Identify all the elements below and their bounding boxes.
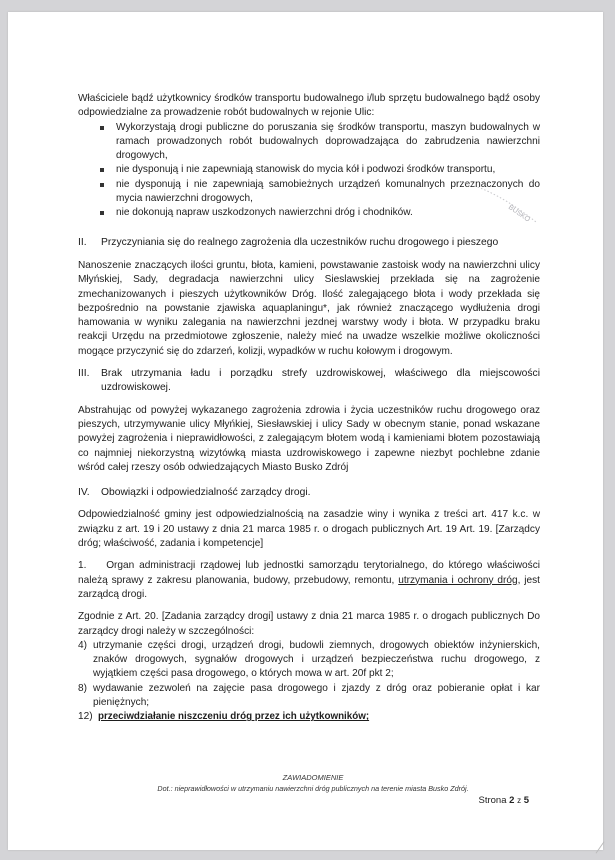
page-number	[478, 795, 529, 806]
section-number: IV.	[78, 487, 90, 499]
footer-subject: Dot.: nieprawidłowości w utrzymaniu nawierzchni dróg publicznych na terenie miasta Busko Zdrój.	[157, 784, 469, 793]
page-label: Strona	[478, 795, 507, 806]
page-of: z	[517, 796, 522, 805]
page-footer	[78, 772, 548, 794]
document-page	[8, 12, 603, 850]
bullet-item: nie dysponują i nie zapewniają samobieżnych urządzeń komunalnych przeznaczonych do mycia nawierzchni drogowych,	[100, 178, 540, 207]
intro-bullet-list	[78, 121, 540, 221]
duty-text: wydawanie zezwoleń na zajęcie pasa drogowego i zjazdy z dróg oraz pobieranie opłat i kar pieniężnych;	[93, 682, 540, 708]
item-text-end: , jest zarządcą drogi.	[78, 574, 540, 600]
section-heading-4	[78, 486, 540, 500]
item-number: 1.	[78, 560, 87, 572]
section-number: III.	[78, 368, 90, 380]
duty-item	[78, 639, 540, 682]
section-title: Brak utrzymania ładu i porządku strefy uzdrowiskowej, właściwego dla miejscowości uzdrowiskowej.	[101, 368, 540, 394]
duties-list	[78, 639, 540, 725]
section-title: Przyczyniania się do realnego zagrożenia dla uczestników ruchu drogowego i pieszego	[101, 236, 499, 248]
section-heading-3	[78, 367, 540, 396]
duty-number: 8)	[78, 682, 87, 694]
page-current: 2	[509, 795, 515, 806]
item-text: Organ administracji rządowej lub jednostki samorządu terytorialnego, do którego właściwości należą sprawy z zakresu planowania, budowy, przebudowy, remontu,	[78, 560, 540, 586]
duty-text: przeciwdziałanie niszczeniu dróg przez ich użytkowników;	[98, 711, 370, 723]
bullet-item: nie dokonują napraw uszkodzonych nawierzchni dróg i chodników.	[100, 206, 540, 220]
duty-number: 12)	[78, 711, 93, 723]
duty-text: utrzymanie części drogi, urządzeń drogi, budowli ziemnych, drogowych obiektów inżynierskich, znaków drogowych, sygnałów drogowych i urządzeń bezpieczeństwa ruchu drogowego, z wyjątkiem części pasa drogowego, o których mowa w art. 20f pkt 2;	[93, 639, 540, 680]
page-total: 5	[523, 795, 529, 806]
duty-item	[78, 682, 540, 711]
section-number: II.	[78, 236, 87, 248]
section-3-body: Abstrahując od powyżej wykazanego zagrożenia zdrowia i życia uczestników ruchu drogowego oraz pieszych, utrzymywanie ulicy Młyńkiej, Siesławskiej i ulicy Sady w obecnym stanie, ponad wskazane powyżej zagrożenia i nieprawidłowości, z zalegającym błotem wodą i kamieniami błotem pozostawiają co najmniej niekorzystną wizytówką miasta uzdrowiskowego i zapewne niezbyt pochlebne zdanie wśród całej rzeszy osób odwiedzających Miasto Busko Zdrój	[78, 404, 540, 473]
footer-title: ZAWIADOMIENIE	[282, 773, 344, 782]
item-text-underlined: utrzymania i ochrony dróg	[398, 574, 518, 586]
bullet-item: nie dysponują i nie zapewniają stanowisk do mycia kół i podwozi środków transportu,	[100, 163, 540, 177]
bullet-item: Wykorzystają drogi publiczne do poruszania się środków transportu, maszyn budowalnych w ramach prowadzonych robót budowalnych doprowadzająca do zabrudzenia nawierzchni drogowych,	[100, 121, 540, 164]
section-4-body: Odpowiedzialność gminy jest odpowiedzialnością na zasadzie winy i wynika z treści art. 417 k.c. w związku z art. 19 i 20 ustawy z dnia 21 marca 1985 r. o drogach publicznych Art. 19 Art. 19. [Zarządcy dróg; właściwość, zadania i kompetencje]	[78, 509, 540, 550]
article-19-item-1	[78, 559, 540, 602]
section-title: Obowiązki i odpowiedzialność zarządcy drogi.	[101, 487, 311, 499]
duty-item	[78, 710, 540, 724]
duty-number: 4)	[78, 639, 87, 651]
intro-paragraph: Właściciele bądź użytkownicy środków transportu budowalnego i/lub sprzętu budowalnego bądź osoby odpowiedzialne za prowadzenie robót budowalnych w rejonie Ulic:	[78, 93, 540, 119]
article-20-intro: Zgodnie z Art. 20. [Zadania zarządcy drogi] ustawy z dnia 21 marca 1985 r. o drogach publicznych Do zarządcy drogi należy w szczególności:	[78, 611, 540, 637]
section-2-body: Nanoszenie znaczących ilości gruntu, błota, kamieni, powstawanie zastoisk wody na nawierzchni ulicy Młyńskiej, Sady, degradacja nawierzchni ulicy Sieslawskiej przekłada się na zagrożenie zmechanizowanych i pieszych użytkowników Dróg. Ilość zalegającego błota i wody przekłada się bezpośrednio na powstanie zjawiska aquaplaningu*, jak również znaczącego wydłużenia drogi hamowania w wyniku zalegania na nawierzchni jezdnej warstwy wody i błota. W przypadku braku reakcji Urzędu na przedmiotowe zgłoszenie, należy mieć na uwadze wszelkie możliwe okoliczności mogące przyczynić się do zdarzeń, kolizji, wypadków w ruchu kołowym i drogowym.	[78, 259, 540, 357]
page-corner-mark	[596, 841, 605, 853]
page-body	[78, 92, 540, 725]
svg-text:BUSKO: BUSKO	[506, 203, 531, 224]
section-heading-2	[78, 236, 540, 250]
